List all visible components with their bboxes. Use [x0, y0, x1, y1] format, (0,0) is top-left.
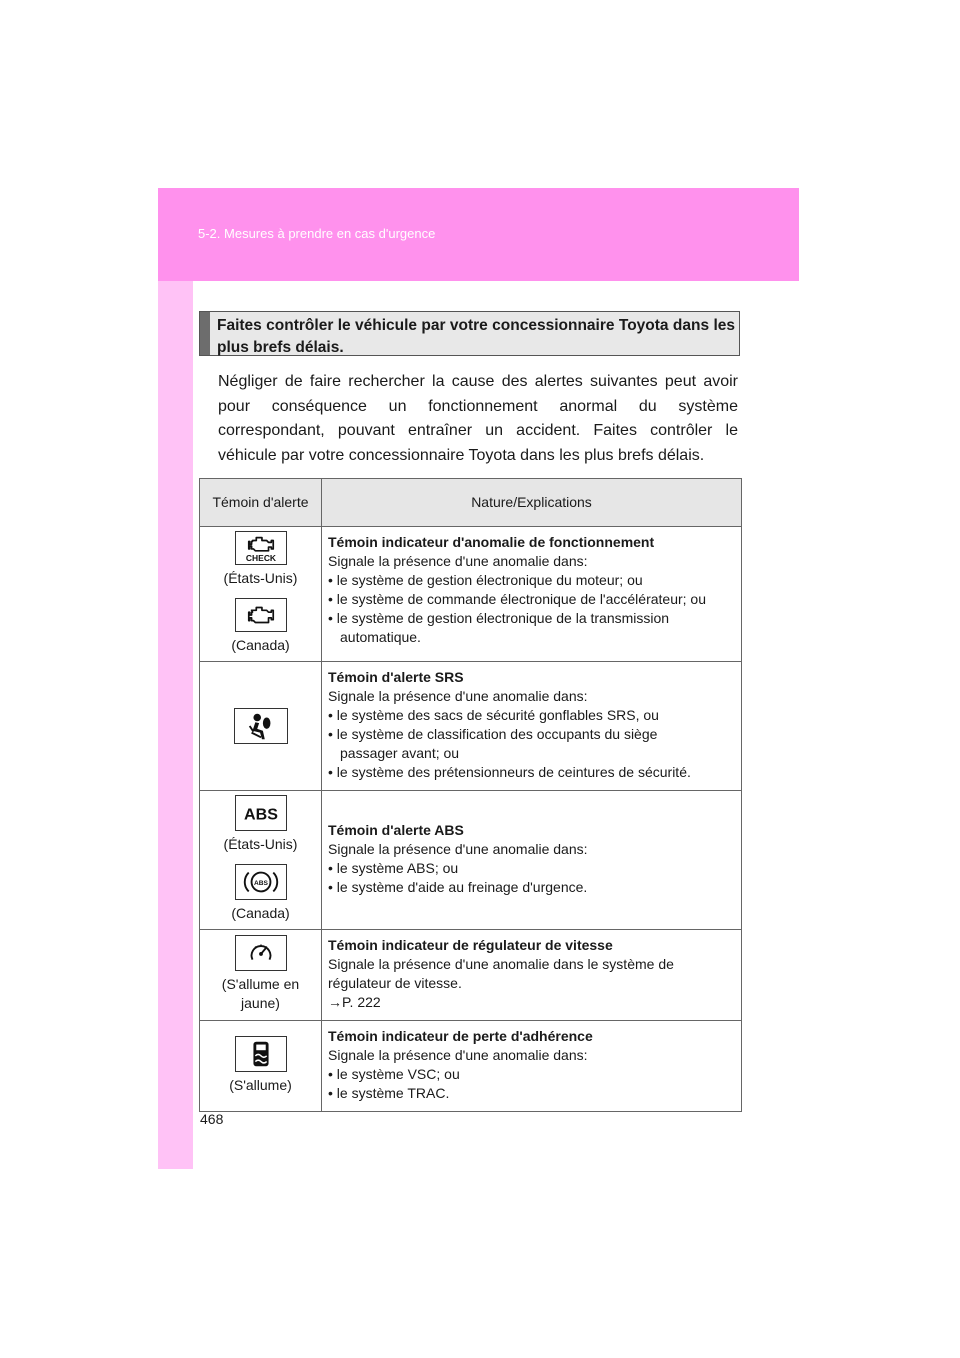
- notice-heading: [199, 311, 740, 356]
- explanation-line: Signale la présence d'une anomalie dans:: [328, 688, 588, 704]
- region-label: (États-Unis): [223, 836, 298, 852]
- notice-heading-text: Faites contrôler le véhicule par votre concessionnaire Toyota dans les plus brefs délais.: [217, 317, 735, 356]
- warning-light-cell: [200, 791, 322, 930]
- cruise-control-icon: [235, 935, 287, 971]
- section-title: 5-2. Mesures à prendre en cas d'urgence: [198, 226, 436, 241]
- explanation-line: • le système des sacs de sécurité gonflables SRS, ou: [328, 707, 659, 723]
- table-row: [200, 662, 742, 791]
- warning-light-cell: [200, 527, 322, 662]
- explanation-line: • le système TRAC.: [328, 1085, 450, 1101]
- explanation-line: • le système d'aide au freinage d'urgence.: [328, 879, 588, 895]
- engine-icon: [235, 598, 287, 632]
- warning-light-cell: [200, 1021, 322, 1112]
- region-label: (Canada): [231, 905, 290, 921]
- explanation-line: Signale la présence d'une anomalie dans:: [328, 841, 588, 857]
- explanation-cell: [322, 791, 742, 930]
- status-label: (S'allume): [229, 1076, 292, 1093]
- explanation-line: passager avant; ou: [340, 745, 460, 761]
- slip-indicator-icon: [235, 1036, 287, 1072]
- side-margin-band: [158, 281, 193, 1169]
- explanation-cell: [322, 662, 742, 791]
- page-reference: →P. 222: [328, 994, 381, 1010]
- warning-title: Témoin d'alerte SRS: [328, 669, 464, 685]
- check-engine-icon: [235, 531, 287, 565]
- explanation-line: régulateur de vitesse.: [328, 975, 462, 991]
- heading-accent-bar: [200, 312, 210, 355]
- table-row: [200, 527, 742, 662]
- page-number: 468: [200, 1111, 224, 1127]
- explanation-line: • le système de gestion électronique de la transmission: [328, 610, 670, 626]
- explanation-line: • le système de commande électronique de l'accélérateur; ou: [328, 591, 706, 607]
- table-row: [200, 930, 742, 1021]
- explanation-cell: [322, 930, 742, 1021]
- abs-text-icon: [235, 795, 287, 831]
- status-label: (S'allume en jaune): [221, 976, 300, 1011]
- abs-circle-icon: [235, 864, 287, 900]
- warning-title: Témoin d'alerte ABS: [328, 822, 464, 838]
- header-explanation: Nature/Explications: [322, 479, 742, 527]
- explanation-line: • le système de classification des occupants du siège: [328, 726, 658, 742]
- warning-title: Témoin indicateur d'anomalie de fonctionnement: [328, 534, 655, 550]
- warning-light-cell: [200, 930, 322, 1021]
- explanation-cell: [322, 1021, 742, 1112]
- header-warning-light: Témoin d'alerte: [200, 479, 322, 527]
- warning-title: Témoin indicateur de régulateur de vitesse: [328, 937, 613, 953]
- srs-airbag-icon: [234, 708, 288, 744]
- table-header-row: [200, 479, 742, 527]
- table-row: [200, 791, 742, 930]
- explanation-line: • le système de gestion électronique du moteur; ou: [328, 572, 643, 588]
- explanation-line: • le système VSC; ou: [328, 1066, 460, 1082]
- explanation-cell: [322, 527, 742, 662]
- warning-title: Témoin indicateur de perte d'adhérence: [328, 1028, 593, 1044]
- svg-text:CHECK: CHECK: [245, 553, 276, 564]
- intro-paragraph: Négliger de faire rechercher la cause des alertes suivantes peut avoir pour conséquence un fonctionnement anormal du système correspondant, pouvant entraîner un accident. Faites contrôler le véhicule par votre concessionnaire Toyota dans les plus brefs délais.: [218, 373, 738, 464]
- region-label: (Canada): [231, 637, 290, 653]
- svg-text:ABS: ABS: [253, 879, 268, 887]
- explanation-line: Signale la présence d'une anomalie dans:: [328, 1047, 588, 1063]
- warning-light-cell: [200, 662, 322, 791]
- table-row: [200, 1021, 742, 1112]
- explanation-line: automatique.: [340, 629, 421, 645]
- warning-lights-table: [199, 478, 742, 1112]
- explanation-line: Signale la présence d'une anomalie dans le système de: [328, 956, 674, 972]
- explanation-line: • le système des prétensionneurs de ceintures de sécurité.: [328, 764, 691, 780]
- explanation-line: • le système ABS; ou: [328, 860, 459, 876]
- explanation-line: Signale la présence d'une anomalie dans:: [328, 553, 588, 569]
- region-label: (États-Unis): [223, 570, 298, 586]
- svg-text:ABS: ABS: [243, 805, 278, 824]
